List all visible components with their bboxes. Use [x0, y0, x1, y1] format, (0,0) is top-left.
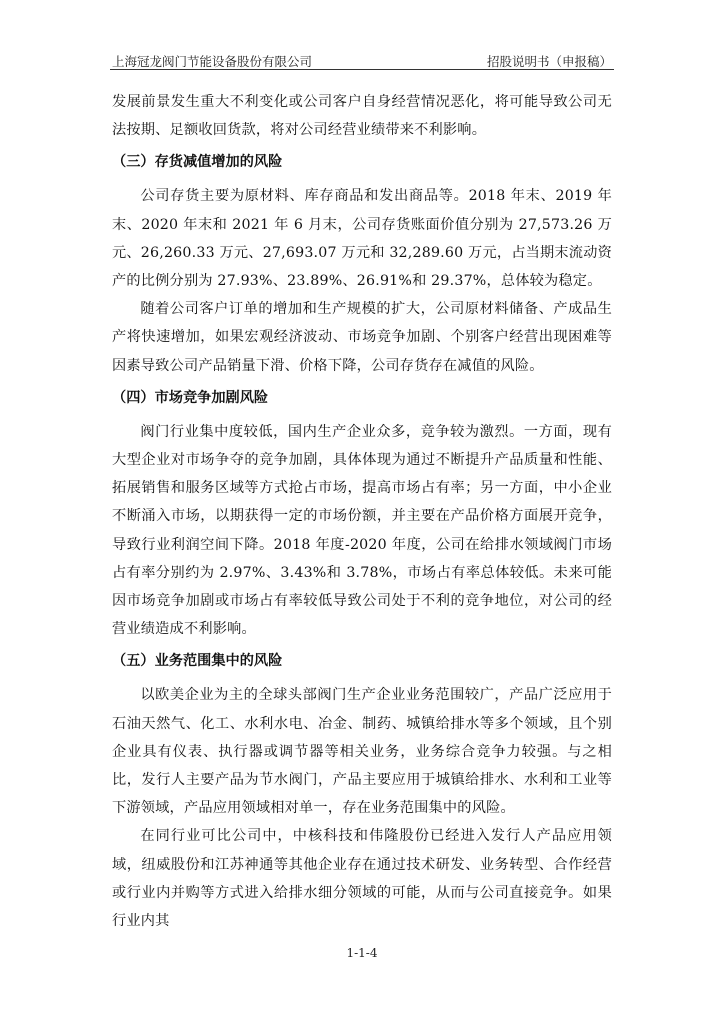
- page-header: [112, 52, 612, 70]
- section-heading-inventory-risk: （三）存货减值增加的风险: [112, 154, 283, 171]
- document-body: [112, 88, 612, 935]
- header-document-title: 招股说明书（申报稿）: [486, 54, 612, 69]
- paragraph-inventory-values: 公司存货主要为原材料、库存商品和发出商品等。2018 年末、2019 年末、2020 年末和 2021 年 6 月末，公司存货账面价值分别为 27,573.26 万元、26,260.33 万元、27,693.07 万元和 32,289.60 万元，占当期末流动资产的比例分别为 27.93%、23.89%、26.91%和 29.37%，总体较为稳定。: [112, 188, 612, 290]
- page-number: 1-1-4: [346, 946, 378, 960]
- paragraph-continued: 发展前景发生重大不利变化或公司客户自身经营情况恶化，将可能导致公司无法按期、足额收回货款，将对公司经营业绩带来不利影响。: [112, 94, 612, 139]
- paragraph-business-scope: 以欧美企业为主的全球头部阀门生产企业业务范围较广，产品广泛应用于石油天然气、化工、水利水电、冶金、制药、城镇给排水等多个领域，且个别企业具有仪表、执行器或调节器等相关业务，业务综合竞争力较强。与之相比，发行人主要产品为节水阀门，产品主要应用于城镇给排水、水利和工业等下游领域，产品应用领域相对单一，存在业务范围集中的风险。: [112, 687, 612, 817]
- paragraph-competition: 阀门行业集中度较低，国内生产企业众多，竞争较为激烈。一方面，现有大型企业对市场争夺的竞争加剧，具体体现为通过不断提升产品质量和性能、拓展销售和服务区域等方式抢占市场，提高市场占有率；另一方面，中小企业不断涌入市场，以期获得一定的市场份额，并主要在产品价格方面展开竞争，导致行业利润空间下降。2018 年度-2020 年度，公司在给排水领域阀门市场占有率分别约为 2.97%、3.43%和 3.78%，市场占有率总体较低。未来可能因市场竞争加剧或市场占有率较低导致公司处于不利的竞争地位，对公司的经营业绩造成不利影响。: [112, 423, 612, 638]
- paragraph-peer-companies: 在同行业可比公司中，中核科技和伟隆股份已经进入发行人产品应用领域，纽威股份和江苏神通等其他企业存在通过技术研发、业务转型、合作经营或行业内并购等方式进入给排水细分领域的可能，从而与公司直接竞争。如果行业内其: [112, 828, 612, 930]
- section-heading-business-scope-risk: （五）业务范围集中的风险: [112, 653, 283, 670]
- header-company-name: 上海冠龙阀门节能设备股份有限公司: [112, 54, 313, 69]
- header-divider: [110, 69, 614, 70]
- paragraph-inventory-impairment: 随着公司客户订单的增加和生产规模的扩大，公司原材料储备、产成品生产将快速增加，如果宏观经济波动、市场竞争加剧、个别客户经营出现困难等因素导致公司产品销量下滑、价格下降，公司存货存在减值的风险。: [112, 301, 612, 374]
- section-heading-competition-risk: （四）市场竞争加剧风险: [112, 389, 269, 406]
